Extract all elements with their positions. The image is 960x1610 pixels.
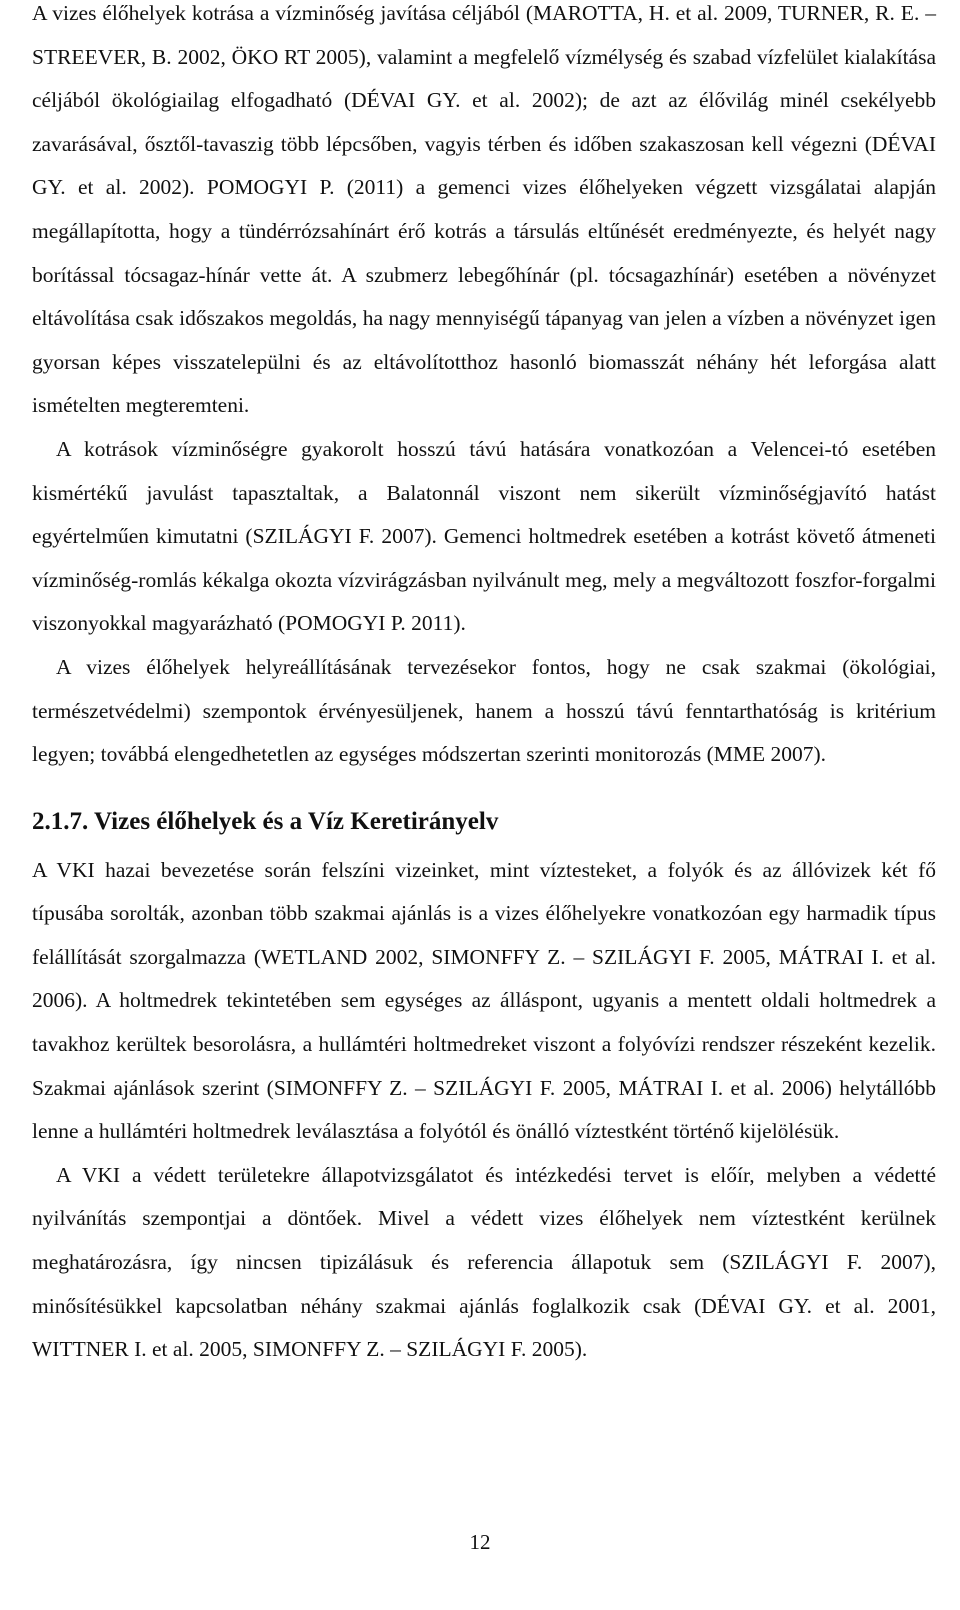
section-heading: 2.1.7. Vizes élőhelyek és a Víz Keretirányelv (32, 807, 499, 835)
paragraph-vki-protected-areas: A VKI a védett területekre állapotvizsgálatot és intézkedési tervet is előír, melyben a védetté nyilvánítás szempontjai a döntőek. Mivel a védett vizes élőhelyek nem víztestként kerülnek meghatározásra, így nincsen tipizálásuk és referencia állapotuk sem (SZILÁGYI F. 2007), minősítésükkel kapcsolatban néhány szakmai ajánlás foglalkozik csak (DÉVAI GY. et al. 2001, WITTNER I. et al. 2005, SIMONFFY Z. – SZILÁGYI F. 2005). (32, 1162, 936, 1362)
paragraph-vki-introduction: A VKI hazai bevezetése során felszíni vizeinket, mint víztesteket, a folyók és az állóvizek két fő típusába sorolták, azonban több szakmai ajánlás is a vizes élőhelyekre vonatkozóan egy harmadik típus felállítását szorgalmazza (WETLAND 2002, SIMONFFY Z. – SZILÁGYI F. 2005, MÁTRAI I. et al. 2006). A holtmedrek tekintetében sem egységes az álláspont, ugyanis a mentett oldali holtmedrek a tavakhoz kerültek besorolásra, a hullámtéri holtmedreket viszont a folyóvízi rendszer részeként kezelik. Szakmai ajánlások szerint (SIMONFFY Z. – SZILÁGYI F. 2005, MÁTRAI I. et al. 2006) helytállóbb lenne a hullámtéri holtmedrek leválasztása a folyótól és önálló víztestként történő kijelölésük. (32, 857, 936, 1144)
page-number: 12 (469, 1530, 491, 1554)
paragraph-dredging-intro: A vizes élőhelyek kotrása a vízminőség javítása céljából (MAROTTA, H. et al. 2009, TURNER, R. E. – STREEVER, B. 2002, ÖKO RT 2005), valamint a megfelelő vízmélység és szabad vízfelület kialakítása céljából ökológiailag elfogadható (DÉVAI GY. et al. 2002); de azt az élővilág minél csekélyebb zavarásával, ősztől-tavaszig több lépcsőben, vagyis térben és időben szakaszosan kell végezni (DÉVAI GY. et al. 2002). POMOGYI P. (2011) a gemenci vizes élőhelyeken végzett vizsgálatai alapján megállapította, hogy a tündérrózsahínárt érő kotrás a társulás eltűnését eredményezte, és helyét nagy borítással tócsagaz-hínár vette át. A szubmerz lebegőhínár (pl. tócsagazhínár) esetében a növényzet eltávolítása csak időszakos megoldás, ha nagy mennyiségű tápanyag van jelen a vízben a növényzet igen gyorsan képes visszatelepülni és az eltávolítotthoz hasonló biomasszát néhány hét leforgása alatt ismételten megteremteni. (32, 1, 936, 418)
paragraph-dredging-long-term: A kotrások vízminőségre gyakorolt hosszú távú hatására vonatkozóan a Velencei-tó esetében kismértékű javulást tapasztaltak, a Balatonnál viszont nem sikerült vízminőségjavító hatást egyértelműen kimutatni (SZILÁGYI F. 2007). Gemenci holtmedrek esetében a kotrást követő átmeneti vízminőség-romlás kékalga okozta vízvirágzásban nyilvánult meg, mely a megváltozott foszfor-forgalmi viszonyokkal magyarázható (POMOGYI P. 2011). (32, 436, 936, 636)
paragraph-restoration-planning: A vizes élőhelyek helyreállításának tervezésekor fontos, hogy ne csak szakmai (ökológiai, természetvédelmi) szempontok érvényesüljenek, hanem a hosszú távú fenntarthatóság is kritérium legyen; továbbá elengedhetetlen az egységes módszertan szerinti monitorozás (MME 2007). (32, 654, 936, 767)
